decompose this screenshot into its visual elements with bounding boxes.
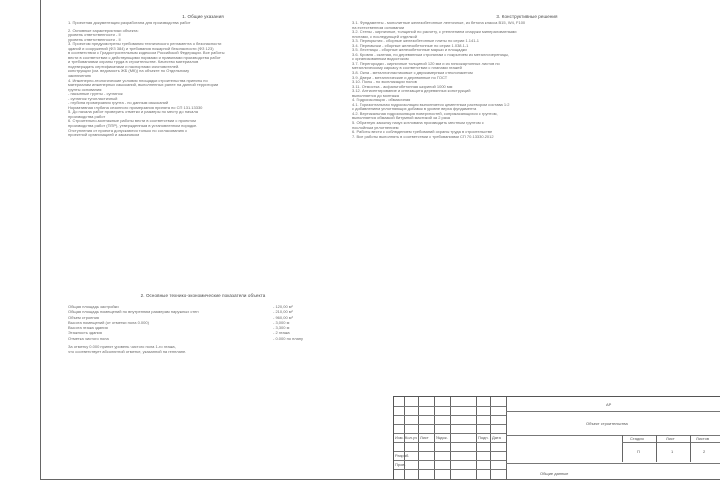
stamp-role-developer: Разраб. [395,453,410,458]
stamp-col-sign: Подп. [478,435,489,440]
text-line: и требованиями охраны труда в строительстве. Качество материалов [68,60,199,65]
parameter-label: Этажность здания [68,330,102,336]
text-line: 3.9. Двери - металлические и деревянные по ГОСТ [352,75,448,80]
text-line: - суглинок тугопластичный [68,96,118,101]
text-line: подтверждать сертификатами и паспортами изготовителей. [68,64,180,69]
text-line: 5. Обратную засыпку пазух котлована производить местным грунтом с [352,121,484,126]
title-block [393,396,720,480]
parameter-label: Общая площадь помещений по внутренним размерам наружных стен [68,309,199,315]
section-title-structural: 3. Конструктивные решения [496,14,558,19]
section-title-general: 1. Общие указания [182,14,224,19]
text-line: производства работ (ППР), утвержденным в установленном порядке. [68,124,198,129]
text-line: выполняется до монтажа [352,93,399,98]
text-line: 3.4. Перемычки - сборные железобетонные по серии 1.038.1-1 [352,43,469,48]
structural-notes-column [352,14,702,139]
parameter-value: - 120,00 м² [273,304,293,309]
text-line: 4.2. Вертикальная гидроизоляция поверхностей, соприкасающихся с грунтом, [352,111,498,116]
stamp-sheets-header: Листов [696,436,709,441]
general-notes-column [68,14,338,138]
parameters-notes [68,344,338,354]
parameter-label: Объем строения [68,314,99,320]
text-line: 6. Строительно-монтажные работы вести в соответствии с проектом [68,119,196,124]
stamp-role-checker: Пров. [395,462,406,467]
text-line: 3.7. Перегородки - кирпичные толщиной 120 мм и из гипсокартонных листов по [352,61,500,66]
text-line: Отступления от проекта допускаются только по согласованию с [68,128,188,133]
text-line: уровень ответственности - II [68,37,121,42]
parameter-note: что соответствует абсолютной отметке, указанной на генплане. [68,349,187,355]
text-line: 6. Работы вести с соблюдением требований охраны труда в строительстве [352,130,493,135]
text-line: 3.8. Окна - металлопластиковые с двухкамерным стеклопакетом [352,71,473,76]
text-line: 3.5. Лестницы - сборные железобетонные марши и площадки [352,48,467,53]
stamp-stage-header: Стадия [630,436,644,441]
stamp-sheets: 2 [703,449,706,454]
text-line: производства работ [68,114,106,119]
parameter-value: - 0.000 по плану [273,335,303,341]
text-line: 3.12. Антисептирование и огнезащита деревянных конструкций [352,89,471,94]
text-line: заключению [68,74,91,79]
text-line: выполняется обмазкой битумной мастикой за 2 раза [352,116,450,121]
text-line: конструкции (см. ведомость ЖБ (МК)) на объекте по Отдельному [68,69,190,74]
parameter-value: - 3,000 м [273,319,290,325]
text-line: 4. Гидроизоляция - обмазочная [352,98,411,103]
text-line: с добавлением уплотняющих добавок в уровне верха фундамента [352,107,477,112]
parameter-label: Общая площадь застройки [68,304,119,309]
parameter-value: - 3,300 м [273,325,290,331]
text-line: грунты основания: [68,87,103,92]
text-line: на естественном основании [352,25,405,30]
parameter-label: Высота помещений (от отметки пола 0.000) [68,319,149,325]
stamp-col-count: Кол.уч [405,435,417,440]
parameter-label: Отметка чистого пола [68,335,109,341]
parameter-label: Высота этажа здания [68,325,108,331]
stamp-object-title: Объект строительства [586,421,628,426]
text-line: вести в соответствии с действующими нормами и правилами производства работ [68,55,221,60]
text-line: материалам инженерных изысканий, выполненных ранее на данной территории [68,83,219,88]
section-title-parameters: 2. Основные технико-экономические показатели объекта [140,293,266,298]
structural-notes-text [352,21,702,139]
text-line: 4. Инженерно-геологические условия площадки строительства приняты по [68,78,208,83]
text-line: 3. Проектом предусмотрены требования технического регламента о безопасности [68,42,222,47]
text-line: металлическому каркасу в соответствии с планами этажей [352,66,462,71]
text-line: - глубина промерзания грунта - по данным изысканий [68,101,169,106]
text-line: зданий и сооружений (ФЗ 384) и требования пожарной безопасности (ФЗ 123) [68,46,214,51]
stamp-sheet: 1 [671,449,674,454]
text-line: 3.2. Стены - кирпичные, толщиной по расчету, с утеплением снаружи минераловатными [352,30,517,35]
stamp-sheet-name: Общие данные [540,471,569,476]
stamp-col-change: Изм. [395,435,404,440]
text-line: в соответствии с Градостроительным кодексом Российской Федерации. Все работы [68,51,225,56]
text-line: 7. Все работы выполнять в соответствии с требованиями СП 70.13330.2012 [352,134,494,139]
text-line: 3.6. Кровля - скатная, по деревянным стропилам с покрытием из металлочерепицы, [352,52,510,57]
parameter-note: За отметку 0.000 принят уровень чистого пола 1-го этажа, [68,344,176,350]
text-line: уровень ответственности - II [68,33,121,38]
text-line: 3.11. Отмостка - асфальтобетонная шириной 1000 мм [352,84,453,89]
parameter-value: - 2 этажа [273,330,290,336]
text-line: 4.1. Горизонтальная гидроизоляция выполняется цементным раствором состава 1:2 [352,102,510,107]
stamp-code: АР [606,402,612,407]
stamp-col-sheet: Лист [420,435,429,440]
text-line: послойным уплотнением [352,125,399,130]
stamp-stage: П [637,449,640,454]
text-line: 3.1. Фундаменты - монолитные железобетонные ленточные, из бетона класса В15, W4, F100 [352,21,526,25]
general-notes-text [68,21,338,138]
text-line: 1. Проектная документация разработана для производства работ [68,21,191,25]
technical-parameters-block [68,293,338,354]
stamp-sheet-header: Лист [666,436,675,441]
text-line: 5. До начала работ проверить отметки и размеры по месту до начала [68,110,198,115]
stamp-col-date: Дата [492,435,501,440]
parameters-table [68,304,338,341]
parameter-row [68,336,338,341]
text-line: 2. Основные характеристики объекта: [68,28,139,33]
parameter-value: - 210,00 м² [273,309,293,315]
stamp-col-doc: №док. [436,435,448,440]
text-line: Нормативная глубина сезонного промерзания принята по СП 131.13330 [68,105,203,110]
text-line: плитами, с последующей отделкой [352,34,417,39]
text-line: проектной организацией и заказчиком [68,133,140,138]
text-line: с организованным водостоком [352,57,409,62]
parameter-value: - 960,00 м³ [273,314,293,320]
text-line: 3.3. Перекрытия - сборные железобетонные плиты по серии 1.141-1 [352,39,480,44]
text-line: - насыпные грунты - суглинок [68,92,123,97]
text-line: 3.10. Полы - по экспликации полов [352,80,417,85]
